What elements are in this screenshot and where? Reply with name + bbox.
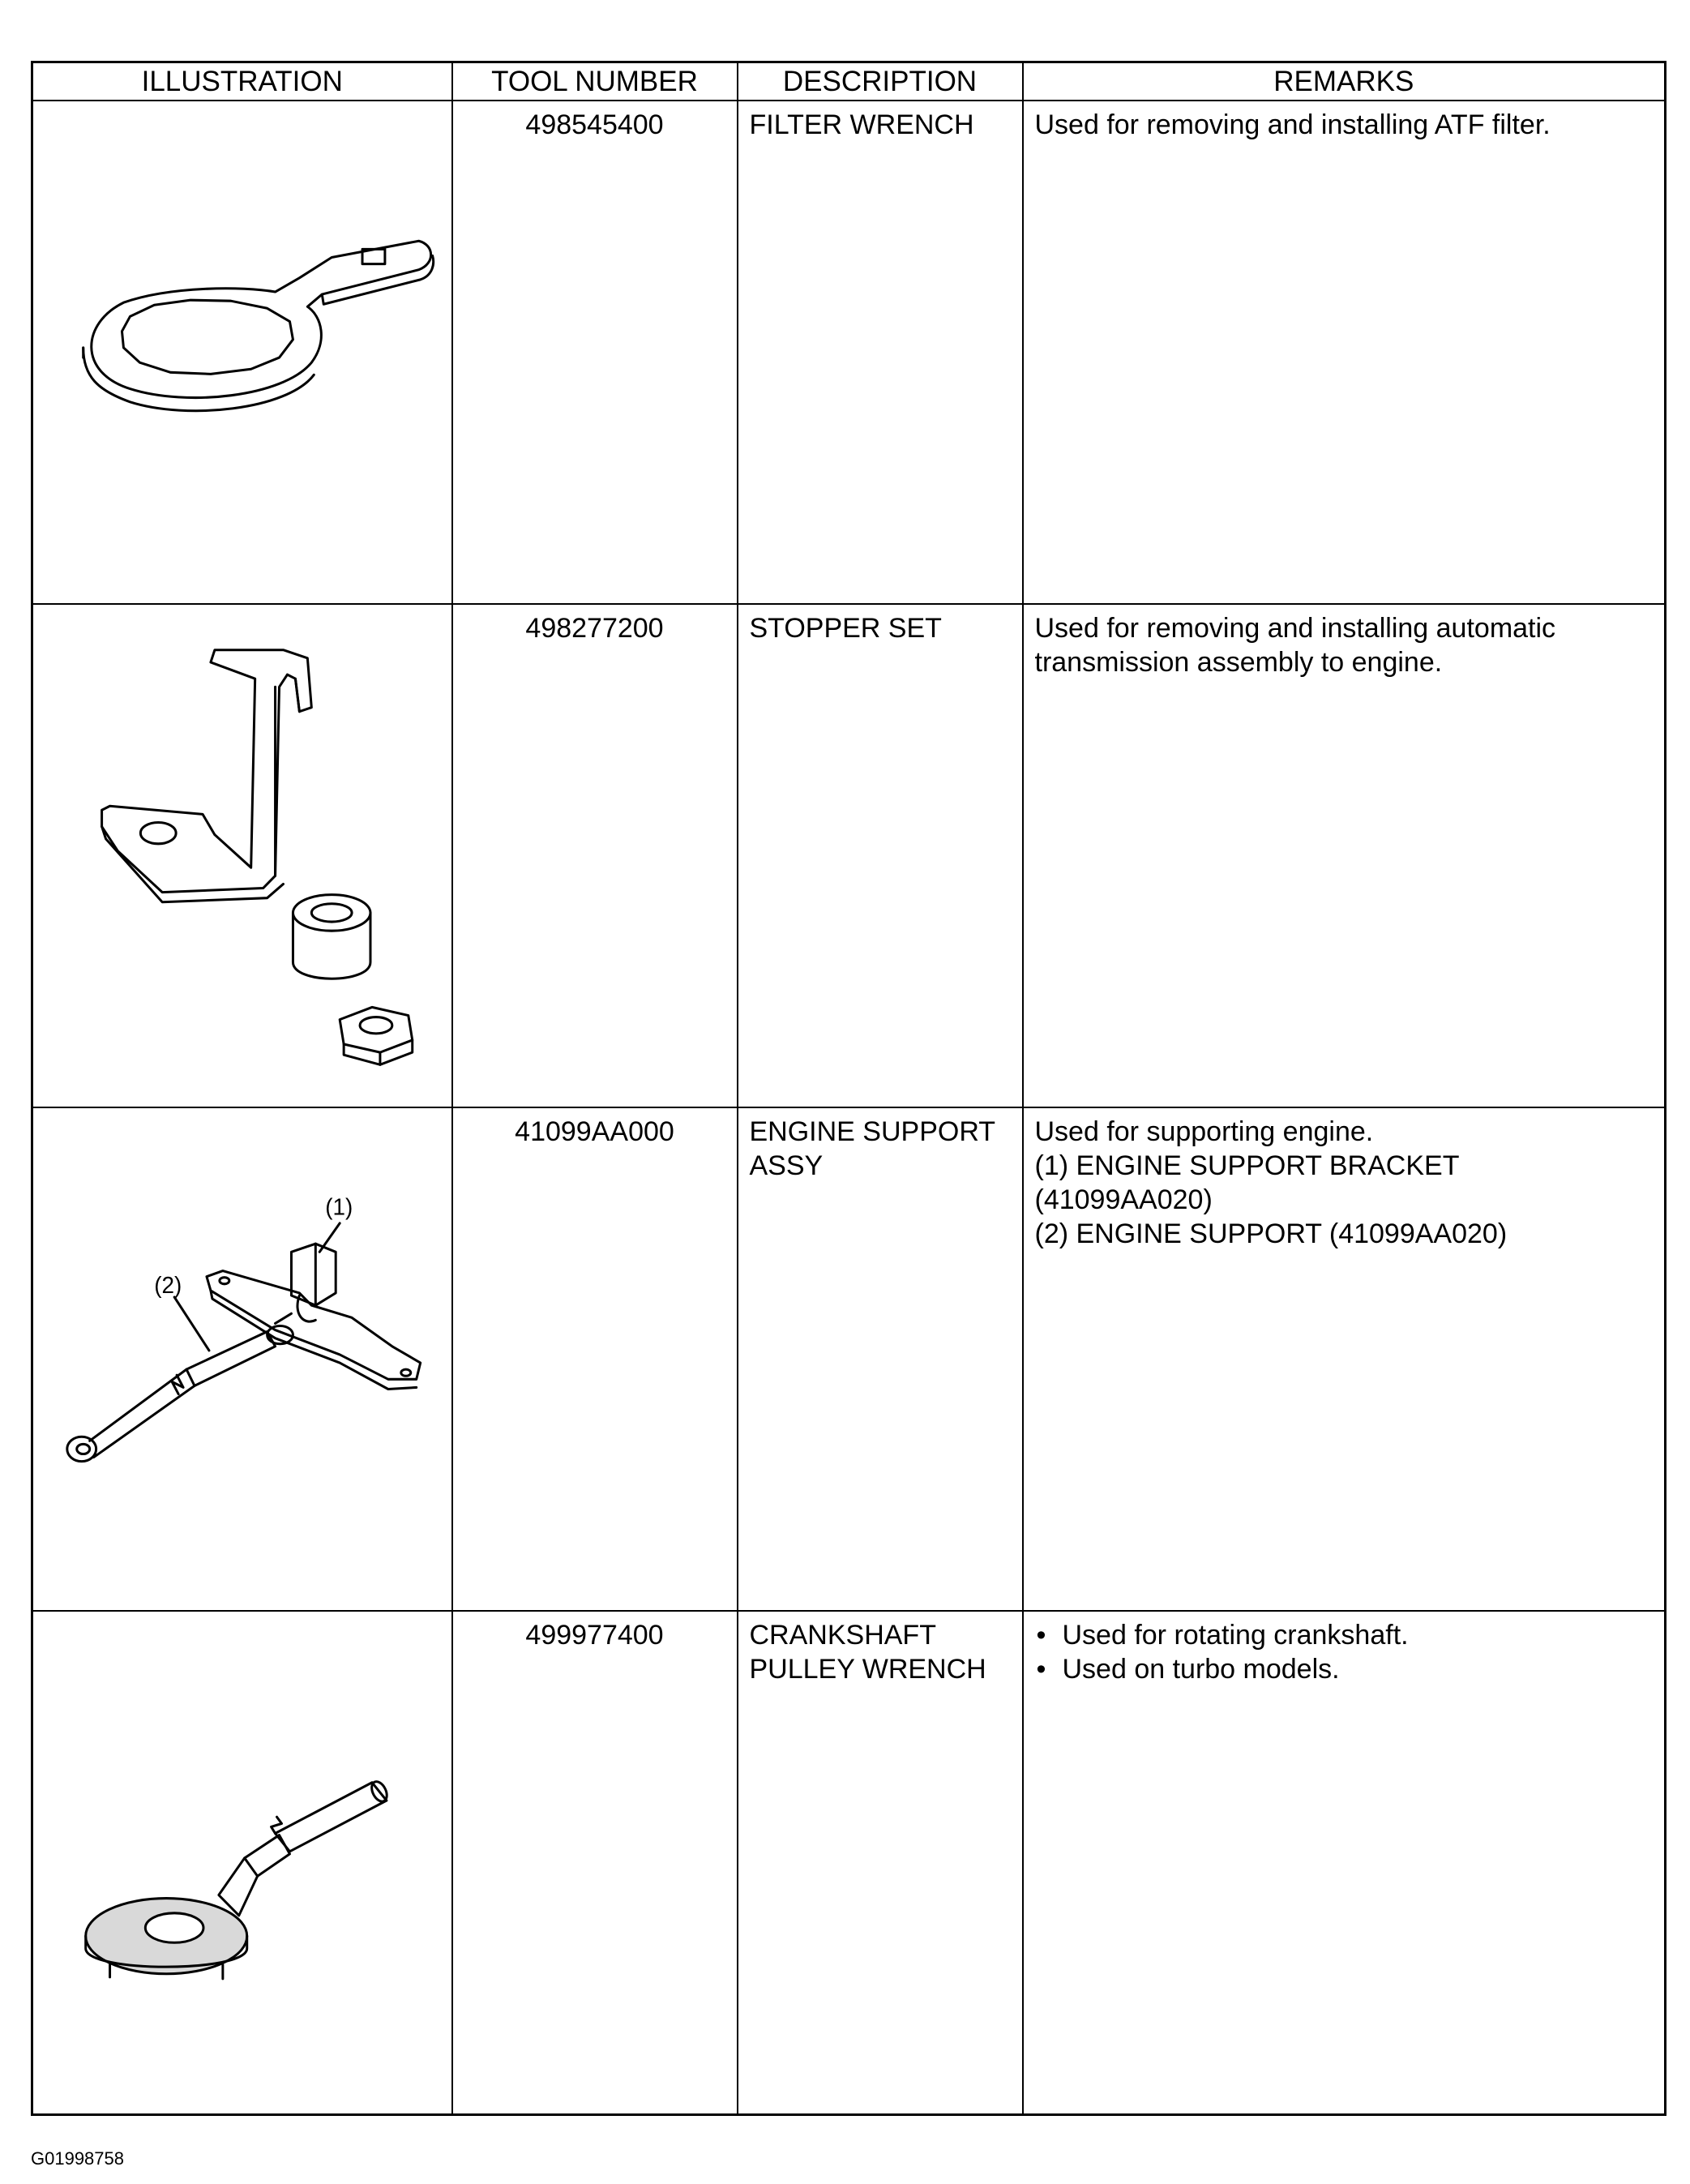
description [738,604,1023,1107]
callout-2: (2) [154,1272,182,1298]
header-description: DESCRIPTION [738,62,1023,101]
header-remarks: REMARKS [1023,62,1666,101]
remarks-bullet-list [1035,1618,1654,1686]
tool-number: 41099AA000 [452,1107,738,1611]
tool-number: 499977400 [452,1611,738,2115]
description-line: STOPPER SET [749,613,942,644]
table-row [32,1611,1666,2115]
description-line: CRANKSHAFT [749,1620,936,1651]
description [738,1611,1023,2115]
remark-line: (41099AA020) [1034,1184,1213,1215]
remark-bullet: • Used for rotating crankshaft. [1035,1618,1654,1652]
illustration-cell [32,1611,452,2115]
illustration-cell [32,101,452,604]
description-line: ASSY [749,1150,824,1181]
tool-number: 498277200 [452,604,738,1107]
header-tool-number: TOOL NUMBER [452,62,738,101]
remark-line: Used for removing and installing ATF filter. [1034,109,1551,140]
header-illustration: ILLUSTRATION [32,62,452,101]
remark-line: Used for removing and installing automatic [1034,613,1556,644]
remark-line: (1) ENGINE SUPPORT BRACKET [1034,1150,1460,1181]
remarks [1023,1611,1666,2115]
illustration-cell [32,604,452,1107]
stopper-set-icon [33,605,451,1107]
table-row [32,1107,1666,1611]
crankshaft-pulley-wrench-icon [33,1612,451,2113]
tool-number: 498545400 [452,101,738,604]
figure-id: G01998758 [31,2148,124,2169]
description [738,1107,1023,1611]
description-line: PULLEY WRENCH [749,1654,986,1685]
remark-line: transmission assembly to engine. [1034,647,1443,678]
description [738,101,1023,604]
table-header [32,62,1666,101]
illustration-cell [32,1107,452,1611]
special-tools-table [31,61,1666,2116]
remark-bullet: • Used on turbo models. [1035,1652,1654,1686]
remarks [1023,604,1666,1107]
remarks [1023,1107,1666,1611]
header-row [32,62,1666,101]
remarks [1023,101,1666,604]
callout-1: (1) [325,1194,353,1220]
description-line: ENGINE SUPPORT [749,1116,996,1147]
remark-line: Used for supporting engine. [1034,1116,1374,1147]
remark-line: (2) ENGINE SUPPORT (41099AA020) [1034,1218,1508,1249]
description-line: FILTER WRENCH [749,109,974,140]
table-row [32,101,1666,604]
table-row [32,604,1666,1107]
engine-support-assy-icon [33,1108,451,1610]
filter-wrench-icon [33,101,451,603]
